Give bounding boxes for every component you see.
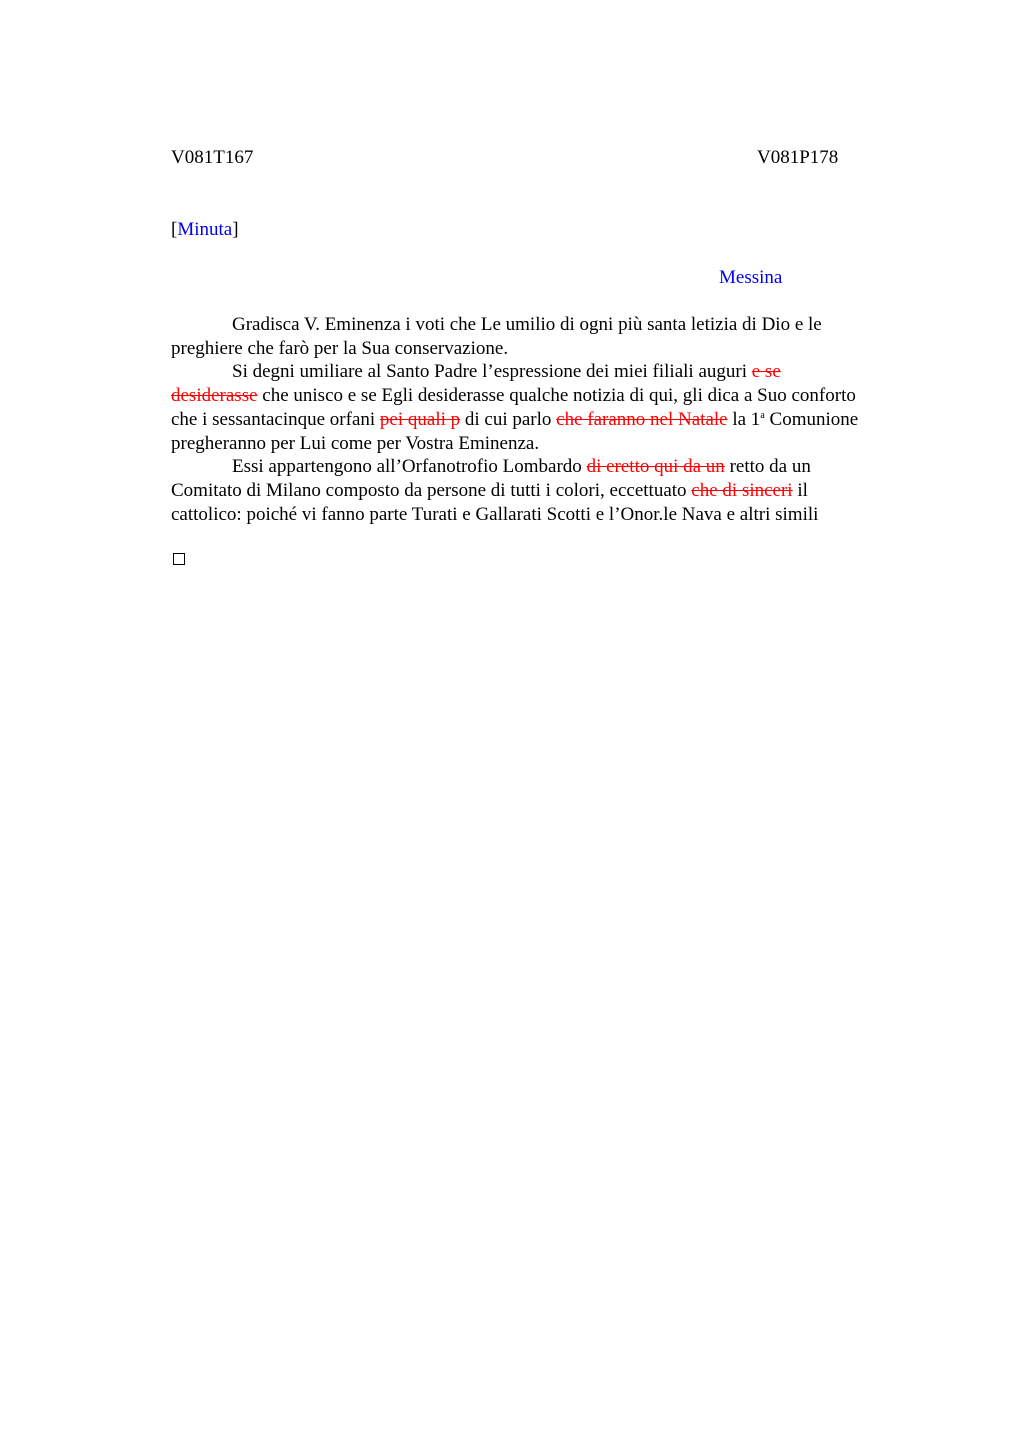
- deleted-text: di eretto qui da un: [586, 456, 725, 478]
- document-code-left: V081T167: [171, 147, 254, 168]
- paragraph-1-line-2: preghiere che farò per la Sua conservazione.: [171, 337, 509, 359]
- deleted-text: pei quali p: [379, 408, 461, 430]
- paragraph-2-line-1: [171, 360, 931, 384]
- paragraph-3-line-3: cattolico: poiché vi fanno parte Turati e Gallarati Scotti e l’Onor.le Nava e altri simili: [171, 503, 819, 525]
- text-run: che i sessantacinque orfani: [171, 408, 380, 430]
- deleted-text: e se: [751, 361, 781, 383]
- paragraph-3-line-2: [171, 479, 931, 503]
- paragraph-2-line-3: [171, 408, 931, 432]
- text-run: Essi appartengono all’Orfanotrofio Lombardo: [232, 456, 587, 478]
- text-run: Comitato di Milano composto da persone di tutti i colori, eccettuato: [171, 479, 692, 501]
- draft-label-text: Minuta: [177, 219, 233, 240]
- text-run: che unisco e se Egli desiderasse qualche notizia di qui, gli dica a Suo conforto: [257, 385, 856, 407]
- paragraph-3-line-1: [171, 455, 931, 479]
- checkbox-square-icon: [173, 553, 185, 565]
- letter-body: [171, 313, 931, 526]
- paragraph-2-line-4: pregheranno per Lui come per Vostra Eminenza.: [171, 432, 540, 454]
- document-code-right: V081P178: [757, 147, 839, 168]
- place-name: Messina: [719, 267, 783, 288]
- deleted-text: desiderasse: [171, 385, 258, 407]
- deleted-text: che di sinceri: [691, 479, 793, 501]
- text-run: di cui parlo: [460, 408, 557, 430]
- superscript: a: [760, 409, 765, 421]
- deleted-text: che faranno nel Natale: [556, 408, 728, 430]
- text-run: la 1: [727, 408, 761, 430]
- draft-label: [171, 218, 239, 242]
- bracket-open: [: [171, 219, 178, 240]
- paragraph-2-line-2: [171, 384, 931, 408]
- text-run: Si degni umiliare al Santo Padre l’espressione dei miei filiali auguri: [232, 361, 752, 383]
- paragraph-1-line-1: Gradisca V. Eminenza i voti che Le umilio di ogni più santa letizia di Dio e le: [232, 314, 822, 335]
- text-run: il: [792, 479, 808, 501]
- text-run: retto da un: [724, 456, 811, 478]
- text-run: Comunione: [764, 408, 859, 430]
- bracket-close: ]: [232, 219, 239, 240]
